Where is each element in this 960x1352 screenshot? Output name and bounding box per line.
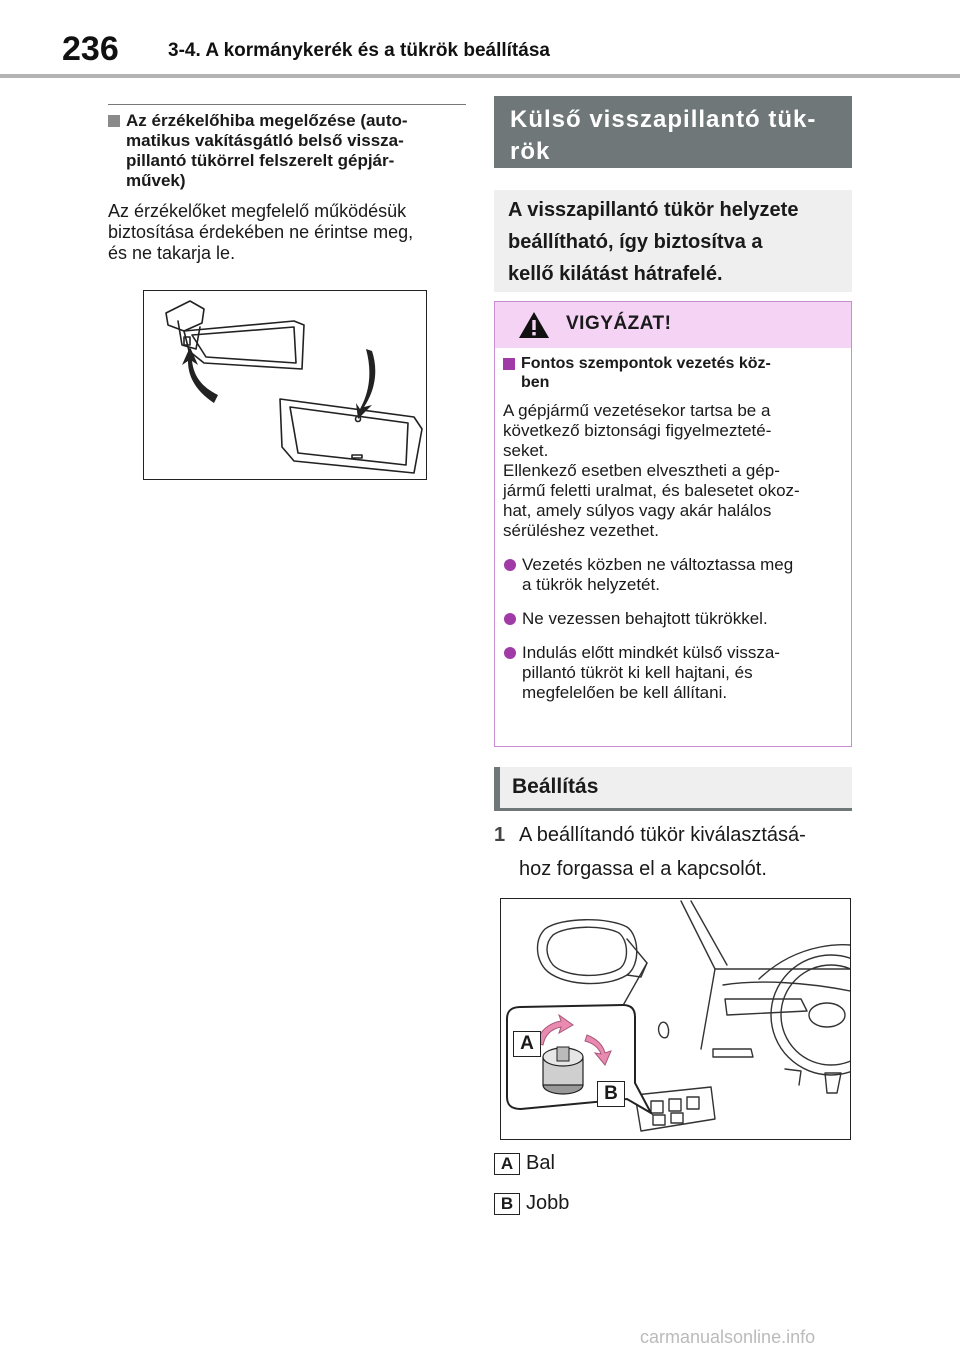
callout-label-b: B [597, 1081, 625, 1107]
sensor-heading-text [126, 111, 408, 191]
legend-item-right [494, 1192, 569, 1215]
section-heading: Beállítás [494, 767, 852, 811]
right-column [494, 96, 852, 168]
square-bullet-icon [108, 115, 120, 127]
warning-paragraph [503, 401, 839, 541]
callout-label-a: A [513, 1031, 541, 1057]
mirror-switch-illustration [500, 898, 851, 1140]
round-bullet-icon [504, 559, 516, 571]
section-divider [108, 104, 466, 105]
square-bullet-icon [503, 358, 515, 370]
warning-triangle-icon [517, 310, 551, 340]
para-line: hat, amely súlyos vagy akár halálos [503, 501, 772, 520]
sensor-paragraph [108, 201, 466, 264]
para-line: seket. [503, 441, 549, 460]
warning-body [495, 348, 851, 715]
warning-bullet [503, 643, 839, 703]
intro-line: beállítható, így biztosítva a [508, 231, 763, 253]
warning-bullet [503, 609, 839, 629]
para-line: Ellenkező esetben elvesztheti a gép- [503, 461, 780, 480]
legend-key: A [494, 1153, 520, 1175]
adjust-section [494, 767, 852, 811]
heading-line: ben [521, 374, 550, 391]
para-line: következő biztonsági figyelmezteté- [503, 421, 772, 440]
legend-text: Jobb [526, 1192, 570, 1214]
intro-line: kellő kilátást hátrafelé. [508, 263, 723, 285]
page-number: 236 [62, 30, 119, 68]
page-header [0, 0, 960, 80]
legend-key: B [494, 1193, 520, 1215]
intro-text [494, 190, 852, 292]
inside-mirror-illustration [143, 290, 427, 480]
chapter-title: 3-4. A kormánykerék és a tükrök beállítása [168, 40, 550, 61]
bullet-text [522, 643, 780, 703]
para-line: jármű feletti uralmat, és balesetet okoz- [503, 481, 800, 500]
heading-line: művek) [126, 171, 186, 190]
step-1 [494, 818, 852, 886]
bullet-line: megfelelően be kell állítani. [522, 683, 728, 702]
round-bullet-icon [504, 647, 516, 659]
warning-bullet [503, 555, 839, 595]
band-title-line: Külső visszapillantó tük- [510, 106, 817, 133]
round-bullet-icon [504, 613, 516, 625]
heading-line: Az érzékelőhiba megelőzése (auto- [126, 111, 408, 130]
para-line: Az érzékelőket megfelelő működésük [108, 201, 407, 221]
heading-line: Fontos szempontok vezetés köz- [521, 355, 771, 372]
warning-title: VIGYÁZAT! [566, 313, 672, 334]
heading-line: matikus vakításgátló belső vissza- [126, 131, 404, 150]
header-rule [0, 74, 960, 78]
warning-box [494, 301, 852, 747]
legend-item-left [494, 1152, 555, 1175]
step-row [494, 818, 852, 886]
switch-drawing [501, 899, 850, 1139]
section-band [494, 96, 852, 168]
step-text [519, 818, 806, 886]
step-line: A beállítandó tükör kiválasztásá- [519, 824, 806, 846]
para-line: sérüléshez vezethet. [503, 521, 659, 540]
warning-heading-text [521, 354, 771, 392]
para-line: A gépjármű vezetésekor tartsa be a [503, 401, 771, 420]
step-number: 1 [494, 824, 506, 846]
bullet-line: Ne vezessen behajtott tükrökkel. [522, 609, 768, 628]
band-title-line: rök [510, 138, 551, 165]
intro-box [494, 190, 852, 292]
bullet-line: Indulás előtt mindkét külső vissza- [522, 643, 780, 662]
left-column [108, 104, 466, 264]
bullet-line: a tükrök helyzetét. [522, 575, 660, 594]
intro-line: A visszapillantó tükör helyzete [508, 199, 799, 221]
legend-text: Bal [526, 1152, 555, 1174]
warning-header [495, 302, 851, 348]
watermark: carmanualsonline.info [640, 1327, 816, 1347]
bullet-line: Vezetés közben ne változtassa meg [522, 555, 794, 574]
step-line: hoz forgassa el a kapcsolót. [519, 858, 767, 880]
bullet-text [522, 555, 793, 595]
para-line: és ne takarja le. [108, 243, 236, 263]
bullet-line: pillantó tükröt ki kell hajtani, és [522, 663, 753, 682]
para-line: biztosítása érdekében ne érintse meg, [108, 222, 414, 242]
mirror-sensor-drawing [144, 291, 426, 479]
sensor-heading [108, 111, 466, 191]
heading-line: pillantó tükörrel felszerelt gépjár- [126, 151, 395, 170]
warning-heading [503, 354, 839, 392]
